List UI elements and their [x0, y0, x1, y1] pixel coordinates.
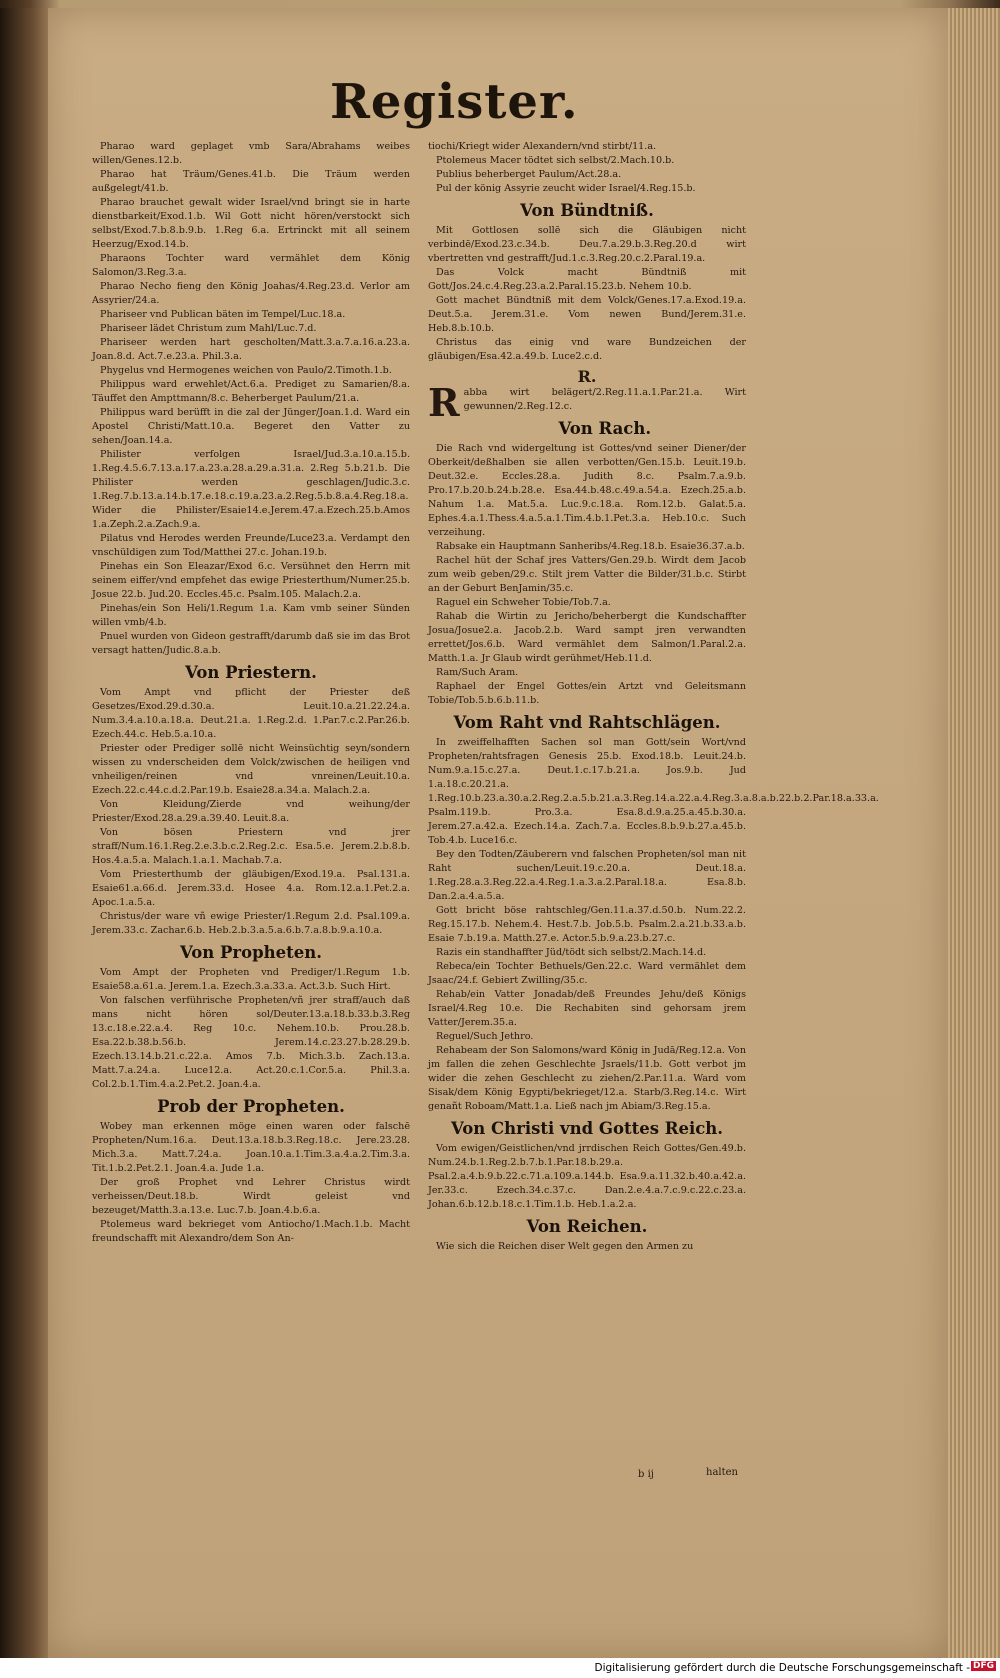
signature-mark: b ij	[638, 1469, 654, 1480]
register-entry: tiochi/Kriegt wider Alexandern/vnd stirbt/11.a.	[428, 141, 657, 152]
register-entry: Pnuel wurden von Gideon gestrafft/darumb daß sie im das Brot versagt hatten/Judic.8.a.b.	[92, 631, 410, 656]
register-entry: Pharao brauchet gewalt wider Israel/vnd bringt sie in harte dienstbarkeit/Exod.1.b. Wil Gott nicht hören/verstockt sich selbst/Exod.7.b.8.b.9.b. 1.Reg 6.a. Ertrinckt mit all seinem Heerzug/Exod.14.b.	[92, 197, 410, 250]
register-entry: Philister verfolgen Israel/Jud.3.a.10.a.15.b. 1.Reg.4.5.6.7.13.a.17.a.23.a.28.a.29.a.31.a. 2.Reg 5.b.21.b. Die Philister werden geschlagen/Judic.3.c. 1.Reg.7.b.13.a.14.b.17.e.18.c.19.a.23.a.2.Reg.5.b.8.a.4.Reg.18.a. Wider die Philister/Esaie14.e.Jerem.47.a.Ezech.25.b.Amos 1.a.Zeph.2.a.Zach.9.a.	[92, 449, 410, 530]
letter-heading: R.	[577, 367, 597, 386]
catchword: halten	[706, 1467, 738, 1478]
register-entry: Reguel/Such Jethro.	[436, 1031, 534, 1042]
register-entry: Vom Ampt vnd pflicht der Priester deß Gesetzes/Exod.29.d.30.a. Leuit.10.a.21.22.24.a. Num.3.4.a.10.a.18.a. Deut.21.a. 1.Reg.2.d. 1.Par.7.c.2.Par.26.b. Ezech.44.c. Heb.5.a.10.a.	[92, 687, 410, 740]
register-entry: Von falschen verführische Propheten/vñ jrer straff/auch daß mans nicht hören sol/Deuter.13.a.18.b.33.b.3.Reg 13.c.18.e.22.a.4. Reg 10.c. Nehem.10.b. Prou.28.b. Esa.22.b.38.b.56.b. Jerem.14.c.23.27.b.28.29.b. Ezech.13.14.b.21.c.22.a. Amos 7.b. Mich.3.b. Zach.13.a. Matt.7.a.24.a. Luce12.a. Act.20.c.1.Cor.5.a. Phil.3.a. Col.2.b.1.Tim.4.a.2.Pet.2. Joan.4.a.	[92, 995, 410, 1090]
section-heading: Von Christi vnd Gottes Reich.	[450, 1119, 724, 1138]
register-entry: Pharao Necho fieng den König Joahas/4.Reg.23.d. Verlor am Assyrier/24.a.	[92, 281, 410, 306]
register-entry: Phygelus vnd Hermogenes weichen von Paulo/2.Timoth.1.b.	[100, 365, 392, 376]
register-entry: Bey den Todten/Zäuberern vnd falschen Propheten/sol man nit Raht suchen/Leuit.19.c.20.a. Deut.18.a. 1.Reg.28.a.3.Reg.22.a.4.Reg.1.a.3.a.2.Paral.18.a. Esa.8.b. Dan.2.a.4.a.5.a.	[428, 849, 746, 902]
register-entry: Rahab die Wirtin zu Jericho/beherbergt die Kundschaffter Josua/Josue2.a. Jacob.2.b. Ward sampt jren verwandten errettet/Jos.6.b. Ward vermählet dem Salmon/1.Paral.2.a. Matth.1.a. Jr Glaub wirdt gerühmet/Heb.11.d.	[428, 611, 746, 664]
section-heading: Von Priestern.	[185, 663, 317, 682]
footer-bar	[0, 1658, 1000, 1678]
register-entry: Pharao ward geplaget vmb Sara/Abrahams weibes willen/Genes.12.b.	[92, 141, 410, 166]
register-entry: Christus/der ware vñ ewige Priester/1.Regum 2.d. Psal.109.a. Jerem.33.c. Zachar.6.b. Heb.2.b.3.a.5.a.6.b.7.a.8.b.9.a.10.a.	[92, 911, 410, 936]
footer-credit: Digitalisierung gefördert durch die Deutsche Forschungsgemeinschaft -	[594, 1662, 970, 1674]
section-heading: Von Reichen.	[526, 1217, 648, 1236]
register-entry: Publius beherberget Paulum/Act.28.a.	[436, 169, 622, 180]
register-entry: Pul der könig Assyrie zeucht wider Israel/4.Reg.15.b.	[436, 183, 696, 194]
entry-text: abba wirt belägert/2.Reg.11.a.1.Par.21.a. Wirt gewunnen/2.Reg.12.c.	[463, 387, 746, 412]
drop-cap: R	[428, 380, 460, 425]
register-entry: Gott bricht böse rahtschleg/Gen.11.a.37.d.50.b. Num.22.2. Reg.15.17.b. Nehem.4. Hest.7.b. Job.5.b. Psalm.2.a.21.b.33.a.b. Esaie 7.b.19.a. Matth.27.e. Actor.5.b.9.a.23.b.27.c.	[428, 905, 746, 944]
register-entry: Wobey man erkennen möge einen waren oder falschē Propheten/Num.16.a. Deut.13.a.18.b.3.Reg.18.c. Jere.23.28. Mich.3.a. Matt.7.24.a. Joan.10.a.1.Tim.3.a.4.a.2.Tim.3.a. Tit.1.b.2.Pet.2.1. Joan.4.a. Jude 1.a.	[92, 1121, 410, 1174]
register-entry: Razis ein standhaffter Jüd/tödt sich selbst/2.Mach.14.d.	[436, 947, 707, 958]
register-entry: Vom ewigen/Geistlichen/vnd jrrdischen Reich Gottes/Gen.49.b. Num.24.b.1.Reg.2.b.7.b.1.Par.18.b.29.a. Psal.2.a.4.b.9.b.22.c.71.a.109.a.144.b. Esa.9.a.11.32.b.40.a.42.a. Jer.33.c. Ezech.34.c.37.c. Dan.2.e.4.a.7.c.9.c.22.c.23.a. Johan.6.b.12.b.18.c.1.Tim.1.b. Heb.1.a.2.a.	[428, 1143, 746, 1210]
register-entry: Phariseer lädet Christum zum Mahl/Luc.7.d.	[100, 323, 317, 334]
register-entry: Philippus ward erwehlet/Act.6.a. Prediget zu Samarien/8.a. Täuffet den Ampttmann/8.c. Beherberget Paulum/21.a.	[92, 379, 410, 404]
register-entry: Vom Priesterthumb der gläubigen/Exod.19.a. Psal.131.a. Esaie61.a.66.d. Jerem.33.d. Hosee 4.a. Rom.12.a.1.Pet.2.a. Apoc.1.a.5.a.	[92, 869, 410, 908]
register-entry: Rachel hüt der Schaf jres Vatters/Gen.29.b. Wirdt dem Jacob zum weib geben/29.c. Stilt jrem Vatter die Bilder/31.b.c. Stirbt an der Geburt BenJamin/35.c.	[428, 555, 746, 594]
section-heading: Vom Raht vnd Rahtschlägen.	[453, 713, 721, 732]
register-entry: Phariseer vnd Publican bäten im Tempel/Luc.18.a.	[100, 309, 346, 320]
register-entry: Mit Gottlosen sollē sich die Gläubigen nicht verbindē/Exod.23.c.34.b. Deu.7.a.29.b.3.Reg.20.d wirt vbertretten vnd gestrafft/Jud.1.c.3.Reg.20.c.2.Paral.19.a.	[428, 225, 746, 264]
register-entry: Rehabeam der Son Salomons/ward König in Judā/Reg.12.a. Von jm fallen die zehen Geschlechte Jsraels/11.b. Gott verbot jm wider die zehen Geschlecht zu ziehen/2.Par.11.a. Ward vom Sisak/dem König Egypti/bekrieget/12.a. Starb/3.Reg.14.c. Wirt genañt Roboam/Matt.1.a. Ließ nach jm Abiam/3.Reg.15.a.	[428, 1045, 746, 1112]
register-entry: Rebeca/ein Tochter Bethuels/Gen.22.c. Ward vermählet dem Jsaac/24.f. Gebiert Zwilling/35.c.	[428, 961, 746, 986]
register-entry: Der groß Prophet vnd Lehrer Christus wirdt verheissen/Deut.18.b. Wirdt geleist vnd bezeuget/Matth.3.a.13.e. Luc.7.b. Joan.4.b.6.a.	[92, 1177, 410, 1216]
register-entry: Pharao hat Träum/Genes.41.b. Die Träum werden außgelegt/41.b.	[92, 169, 410, 194]
register-entry: Die Rach vnd widergeltung ist Gottes/vnd seiner Diener/der Oberkeit/deßhalben sie allen verbotten/Gen.15.b. Leuit.19.b. Deut.32.e. Eccles.28.a. Judith 8.c. Psalm.7.a.9.b. Pro.17.b.20.b.24.b.28.e. Esa.44.b.48.c.49.a.54.a. Ezech.25.a.b. Nahum 1.a. Mat.5.a. Luc.9.c.18.a. Rom.12.b. Galat.5.a. Ephes.4.a.1.Thess.4.a.5.a.1.Tim.4.b.1.Pet.3.a. Heb.10.c. Such verzeihung.	[428, 443, 746, 538]
register-entry: Pilatus vnd Herodes werden Freunde/Luce23.a. Verdampt den vnschüldigen zum Tod/Matthei 27.c. Johan.19.b.	[92, 533, 410, 558]
right-column	[428, 140, 879, 1254]
register-entry: Ptolemeus Macer tödtet sich selbst/2.Mach.10.b.	[436, 155, 675, 166]
section-heading: Von Rach.	[558, 419, 652, 438]
register-entry: Rabsake ein Hauptmann Sanheribs/4.Reg.18.b. Esaie36.37.a.b.	[436, 541, 745, 552]
register-entry: Christus das einig vnd ware Bundzeichen der gläubigen/Esa.42.a.49.b. Luce2.c.d.	[428, 337, 746, 362]
register-entry: Das Volck macht Bündtniß mit Gott/Jos.24.c.4.Reg.23.a.2.Paral.15.23.b. Nehem 10.b.	[428, 267, 746, 292]
page-edges	[942, 8, 1000, 1658]
register-entry: Priester oder Prediger sollē nicht Weinsüchtig seyn/sondern wissen zu vnderscheiden dem Volck/zwischen de heiligen vnd vnheiligen/reinen vnd vnreinen/Leuit.10.a. Ezech.22.c.44.c.d.2.Par.19.b. Esaie28.a.34.a. Malach.2.a.	[92, 743, 410, 796]
register-entry: Pharaons Tochter ward vermählet dem König Salomon/3.Reg.3.a.	[92, 253, 410, 278]
register-entry: Pinehas/ein Son Heli/1.Regum 1.a. Kam vmb seiner Sünden willen vmb/4.b.	[92, 603, 410, 628]
register-entry: Pinehas ein Son Eleazar/Exod 6.c. Versühnet den Herrn mit seinem eiffer/vnd empfehet das ewige Priesterthum/Numer.25.b. Josue 22.b. Jud.20. Eccles.45.c. Psalm.105. Malach.2.a.	[92, 561, 410, 600]
page-title: Register.	[330, 74, 579, 130]
dfg-logo: DFG	[972, 1661, 994, 1671]
register-entry: Gott machet Bündtniß mit dem Volck/Genes.17.a.Exod.19.a. Deut.5.a. Jerem.31.e. Vom newen Bund/Jerem.31.e. Heb.8.b.10.b.	[428, 295, 746, 334]
left-column	[92, 140, 410, 1246]
register-entry: Ram/Such Aram.	[436, 667, 519, 678]
register-entry: Vom Ampt der Propheten vnd Prediger/1.Regum 1.b. Esaie58.a.61.a. Jerem.1.a. Ezech.3.a.33.a. Act.3.b. Such Hirt.	[92, 967, 410, 992]
register-entry: Rehab/ein Vatter Jonadab/deß Freundes Jehu/deß Königs Israel/4.Reg 10.e. Die Rechabiten sind gehorsam jrem Vatter/Jerem.35.a.	[428, 989, 746, 1028]
section-heading: Prob der Propheten.	[157, 1097, 345, 1116]
register-entry: In zweiffelhafften Sachen sol man Gott/sein Wort/vnd Propheten/rahtsfragen Genesis 25.b. Exod.18.b. Leuit.24.b. Num.9.a.15.c.27.a. Deut.1.c.17.b.21.a. Jos.9.b. Jud 1.a.18.c.20.21.a. 1.Reg.10.b.23.a.30.a.2.Reg.2.a.5.b.21.a.3.Reg.14.a.22.a.4.Reg.3.a.8.a.b.22.b.2.Par.18.a.33.a. Psalm.119.b. Pro.3.a. Esa.8.d.9.a.25.a.45.b.30.a. Jerem.27.a.42.a. Ezech.14.a. Zach.7.a. Eccles.8.b.9.b.27.a.45.b. Tob.4.b. Luce16.c.	[428, 737, 879, 846]
register-entry: Phariseer werden hart gescholten/Matt.3.a.7.a.16.a.23.a. Joan.8.d. Act.7.e.23.a. Phil.3.a.	[92, 337, 410, 362]
register-entry	[428, 380, 746, 425]
register-entry: Wie sich die Reichen diser Welt gegen den Armen zu	[436, 1241, 694, 1252]
register-entry: Raguel ein Schweher Tobie/Tob.7.a.	[436, 597, 611, 608]
register-entry: Philippus ward berüfft in die zal der Jünger/Joan.1.d. Ward ein Apostel Christi/Matt.10.a. Begeret den Vatter zu sehen/Joan.14.a.	[92, 407, 410, 446]
section-heading: Von Propheten.	[179, 943, 323, 962]
register-entry: Von bösen Priestern vnd jrer straff/Num.16.1.Reg.2.e.3.b.c.2.Reg.2.c. Esa.5.e. Jerem.2.b.8.b. Hos.4.a.5.a. Malach.1.a.1. Machab.7.a.	[92, 827, 410, 866]
register-entry: Von Kleidung/Zierde vnd weihung/der Priester/Exod.28.a.29.a.39.40. Leuit.8.a.	[92, 799, 410, 824]
register-entry: Raphael der Engel Gottes/ein Artzt vnd Geleitsmann Tobie/Tob.5.b.6.b.11.b.	[428, 681, 746, 706]
register-entry: Ptolemeus ward bekrieget vom Antiocho/1.Mach.1.b. Macht freundschafft mit Alexandro/dem Son An-	[92, 1219, 410, 1244]
section-heading: Von Bündtniß.	[520, 201, 654, 220]
